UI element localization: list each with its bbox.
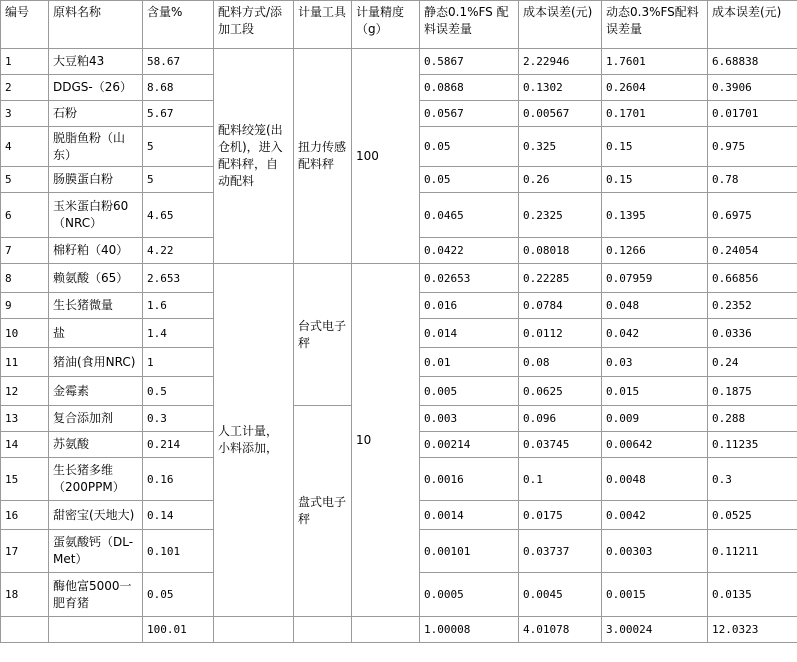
cell-content: 5 <box>143 127 214 167</box>
header-method: 配料方式/添加工段 <box>214 1 294 49</box>
cell-tool-platform: 盘式电子秤 <box>294 406 352 617</box>
cell-cost-error-1: 0.08 <box>519 348 602 377</box>
cell-cost-error-2: 0.24054 <box>708 238 797 264</box>
cell-dynamic-error: 0.1395 <box>602 193 708 238</box>
cell-name: 玉米蛋白粉60（NRC） <box>49 193 143 238</box>
header-name: 原料名称 <box>49 1 143 49</box>
cell-no: 7 <box>1 238 49 264</box>
cell-blank <box>352 617 420 643</box>
cell-total-cost-2: 12.0323 <box>708 617 797 643</box>
cell-cost-error-1: 0.1302 <box>519 75 602 101</box>
cell-cost-error-2: 0.78 <box>708 167 797 193</box>
cell-dynamic-error: 0.1701 <box>602 101 708 127</box>
cell-cost-error-1: 0.0784 <box>519 293 602 319</box>
cell-cost-error-2: 0.6975 <box>708 193 797 238</box>
cell-static-error: 0.5867 <box>420 49 519 75</box>
cell-precision-manual: 10 <box>352 264 420 617</box>
table-row <box>1 264 797 293</box>
cell-content: 5.67 <box>143 101 214 127</box>
cell-cost-error-2: 0.3906 <box>708 75 797 101</box>
cell-name: 脱脂鱼粉（山东） <box>49 127 143 167</box>
cell-cost-error-1: 0.08018 <box>519 238 602 264</box>
header-dynamic-error: 动态0.3%FS配料误差量 <box>602 1 708 49</box>
cell-no: 10 <box>1 319 49 348</box>
cell-no: 4 <box>1 127 49 167</box>
cell-blank <box>49 617 143 643</box>
header-cost-error-2: 成本误差(元) <box>708 1 797 49</box>
cell-static-error: 0.014 <box>420 319 519 348</box>
cell-cost-error-2: 0.0336 <box>708 319 797 348</box>
cell-name: 复合添加剂 <box>49 406 143 432</box>
cell-name: 甜密宝(天地大) <box>49 501 143 530</box>
cell-name: 赖氨酸（65） <box>49 264 143 293</box>
cell-static-error: 0.003 <box>420 406 519 432</box>
cell-no: 5 <box>1 167 49 193</box>
cell-content: 0.16 <box>143 458 214 501</box>
cell-no: 13 <box>1 406 49 432</box>
cell-precision-auto: 100 <box>352 49 420 264</box>
cell-cost-error-2: 0.0525 <box>708 501 797 530</box>
cell-name: 酶他富5000一肥育猪 <box>49 573 143 617</box>
cell-dynamic-error: 0.1266 <box>602 238 708 264</box>
cell-name: 肠膜蛋白粉 <box>49 167 143 193</box>
cell-cost-error-1: 0.2325 <box>519 193 602 238</box>
cell-static-error: 0.0422 <box>420 238 519 264</box>
cell-name: 生长猪多维（200PPM） <box>49 458 143 501</box>
cell-content: 1 <box>143 348 214 377</box>
cell-static-error: 0.05 <box>420 167 519 193</box>
cell-dynamic-error: 0.042 <box>602 319 708 348</box>
cell-content: 0.3 <box>143 406 214 432</box>
cell-content: 4.22 <box>143 238 214 264</box>
cell-cost-error-1: 0.26 <box>519 167 602 193</box>
cell-static-error: 0.0014 <box>420 501 519 530</box>
header-static-error: 静态0.1%FS 配料误差量 <box>420 1 519 49</box>
cell-static-error: 0.01 <box>420 348 519 377</box>
cell-total-dynamic: 3.00024 <box>602 617 708 643</box>
cell-no: 1 <box>1 49 49 75</box>
cell-content: 8.68 <box>143 75 214 101</box>
cell-dynamic-error: 0.048 <box>602 293 708 319</box>
cell-name: 盐 <box>49 319 143 348</box>
cell-static-error: 0.0868 <box>420 75 519 101</box>
cell-tool-tabletop: 台式电子秤 <box>294 264 352 406</box>
cell-content: 5 <box>143 167 214 193</box>
cell-static-error: 0.02653 <box>420 264 519 293</box>
cell-content: 2.653 <box>143 264 214 293</box>
cell-cost-error-2: 0.2352 <box>708 293 797 319</box>
totals-row <box>1 617 797 643</box>
cell-cost-error-2: 0.1875 <box>708 377 797 406</box>
cell-static-error: 0.00214 <box>420 432 519 458</box>
table-row <box>1 49 797 75</box>
cell-blank <box>1 617 49 643</box>
cell-no: 15 <box>1 458 49 501</box>
header-precision: 计量精度（g） <box>352 1 420 49</box>
cell-no: 12 <box>1 377 49 406</box>
cell-cost-error-1: 0.03737 <box>519 530 602 573</box>
cell-static-error: 0.005 <box>420 377 519 406</box>
cell-content: 0.05 <box>143 573 214 617</box>
header-content: 含量% <box>143 1 214 49</box>
cell-name: 猪油(食用NRC) <box>49 348 143 377</box>
cell-no: 9 <box>1 293 49 319</box>
header-cost-error-1: 成本误差(元) <box>519 1 602 49</box>
cell-total-content: 100.01 <box>143 617 214 643</box>
cell-cost-error-2: 0.24 <box>708 348 797 377</box>
cell-dynamic-error: 0.07959 <box>602 264 708 293</box>
cell-dynamic-error: 0.015 <box>602 377 708 406</box>
cell-static-error: 0.0016 <box>420 458 519 501</box>
cell-cost-error-1: 0.0625 <box>519 377 602 406</box>
cell-content: 1.6 <box>143 293 214 319</box>
cell-name: 苏氨酸 <box>49 432 143 458</box>
cell-dynamic-error: 0.15 <box>602 167 708 193</box>
cell-cost-error-2: 0.11235 <box>708 432 797 458</box>
cell-cost-error-2: 0.3 <box>708 458 797 501</box>
cell-dynamic-error: 1.7601 <box>602 49 708 75</box>
cell-cost-error-1: 0.325 <box>519 127 602 167</box>
cell-blank <box>214 617 294 643</box>
cell-cost-error-1: 0.22285 <box>519 264 602 293</box>
cell-cost-error-2: 0.01701 <box>708 101 797 127</box>
cell-name: 棉籽粕（40） <box>49 238 143 264</box>
cell-dynamic-error: 0.009 <box>602 406 708 432</box>
cell-name: 金霉素 <box>49 377 143 406</box>
cell-cost-error-1: 2.22946 <box>519 49 602 75</box>
cell-cost-error-1: 0.00567 <box>519 101 602 127</box>
cell-static-error: 0.0465 <box>420 193 519 238</box>
cell-cost-error-1: 0.0045 <box>519 573 602 617</box>
cell-cost-error-1: 0.096 <box>519 406 602 432</box>
cell-no: 3 <box>1 101 49 127</box>
cell-static-error: 0.016 <box>420 293 519 319</box>
cell-dynamic-error: 0.00303 <box>602 530 708 573</box>
cell-tool-auto: 扭力传感配料秤 <box>294 49 352 264</box>
cell-method-manual: 人工计量，小料添加， <box>214 264 294 617</box>
cell-no: 14 <box>1 432 49 458</box>
cell-static-error: 0.05 <box>420 127 519 167</box>
cell-dynamic-error: 0.0015 <box>602 573 708 617</box>
cell-cost-error-1: 0.03745 <box>519 432 602 458</box>
cell-cost-error-2: 0.66856 <box>708 264 797 293</box>
cell-method-auto: 配料绞笼(出仓机)，进入配料秤，自动配料 <box>214 49 294 264</box>
cell-cost-error-1: 0.0112 <box>519 319 602 348</box>
header-tool: 计量工具 <box>294 1 352 49</box>
cell-no: 16 <box>1 501 49 530</box>
cell-static-error: 0.00101 <box>420 530 519 573</box>
cell-no: 2 <box>1 75 49 101</box>
header-row <box>1 1 797 49</box>
cell-cost-error-2: 0.975 <box>708 127 797 167</box>
cell-dynamic-error: 0.0042 <box>602 501 708 530</box>
cell-total-cost-1: 4.01078 <box>519 617 602 643</box>
cell-cost-error-2: 0.0135 <box>708 573 797 617</box>
cell-name: 生长猪微量 <box>49 293 143 319</box>
cell-name: 蛋氨酸钙（DL-Met） <box>49 530 143 573</box>
cell-no: 11 <box>1 348 49 377</box>
cell-content: 0.5 <box>143 377 214 406</box>
cell-cost-error-2: 6.68838 <box>708 49 797 75</box>
cell-cost-error-1: 0.0175 <box>519 501 602 530</box>
cell-dynamic-error: 0.0048 <box>602 458 708 501</box>
cell-cost-error-2: 0.11211 <box>708 530 797 573</box>
cell-dynamic-error: 0.15 <box>602 127 708 167</box>
cell-name: 大豆粕43 <box>49 49 143 75</box>
cell-content: 0.101 <box>143 530 214 573</box>
cell-total-static: 1.00008 <box>420 617 519 643</box>
cell-dynamic-error: 0.2604 <box>602 75 708 101</box>
cell-content: 4.65 <box>143 193 214 238</box>
cell-content: 0.14 <box>143 501 214 530</box>
cell-no: 18 <box>1 573 49 617</box>
cell-name: 石粉 <box>49 101 143 127</box>
cell-dynamic-error: 0.00642 <box>602 432 708 458</box>
cell-cost-error-2: 0.288 <box>708 406 797 432</box>
header-no: 编号 <box>1 1 49 49</box>
cell-cost-error-1: 0.1 <box>519 458 602 501</box>
cell-no: 8 <box>1 264 49 293</box>
cell-dynamic-error: 0.03 <box>602 348 708 377</box>
cell-content: 0.214 <box>143 432 214 458</box>
cell-name: DDGS-（26） <box>49 75 143 101</box>
cell-no: 6 <box>1 193 49 238</box>
cell-static-error: 0.0567 <box>420 101 519 127</box>
cell-content: 58.67 <box>143 49 214 75</box>
cell-content: 1.4 <box>143 319 214 348</box>
cell-blank <box>294 617 352 643</box>
cell-no: 17 <box>1 530 49 573</box>
cell-static-error: 0.0005 <box>420 573 519 617</box>
